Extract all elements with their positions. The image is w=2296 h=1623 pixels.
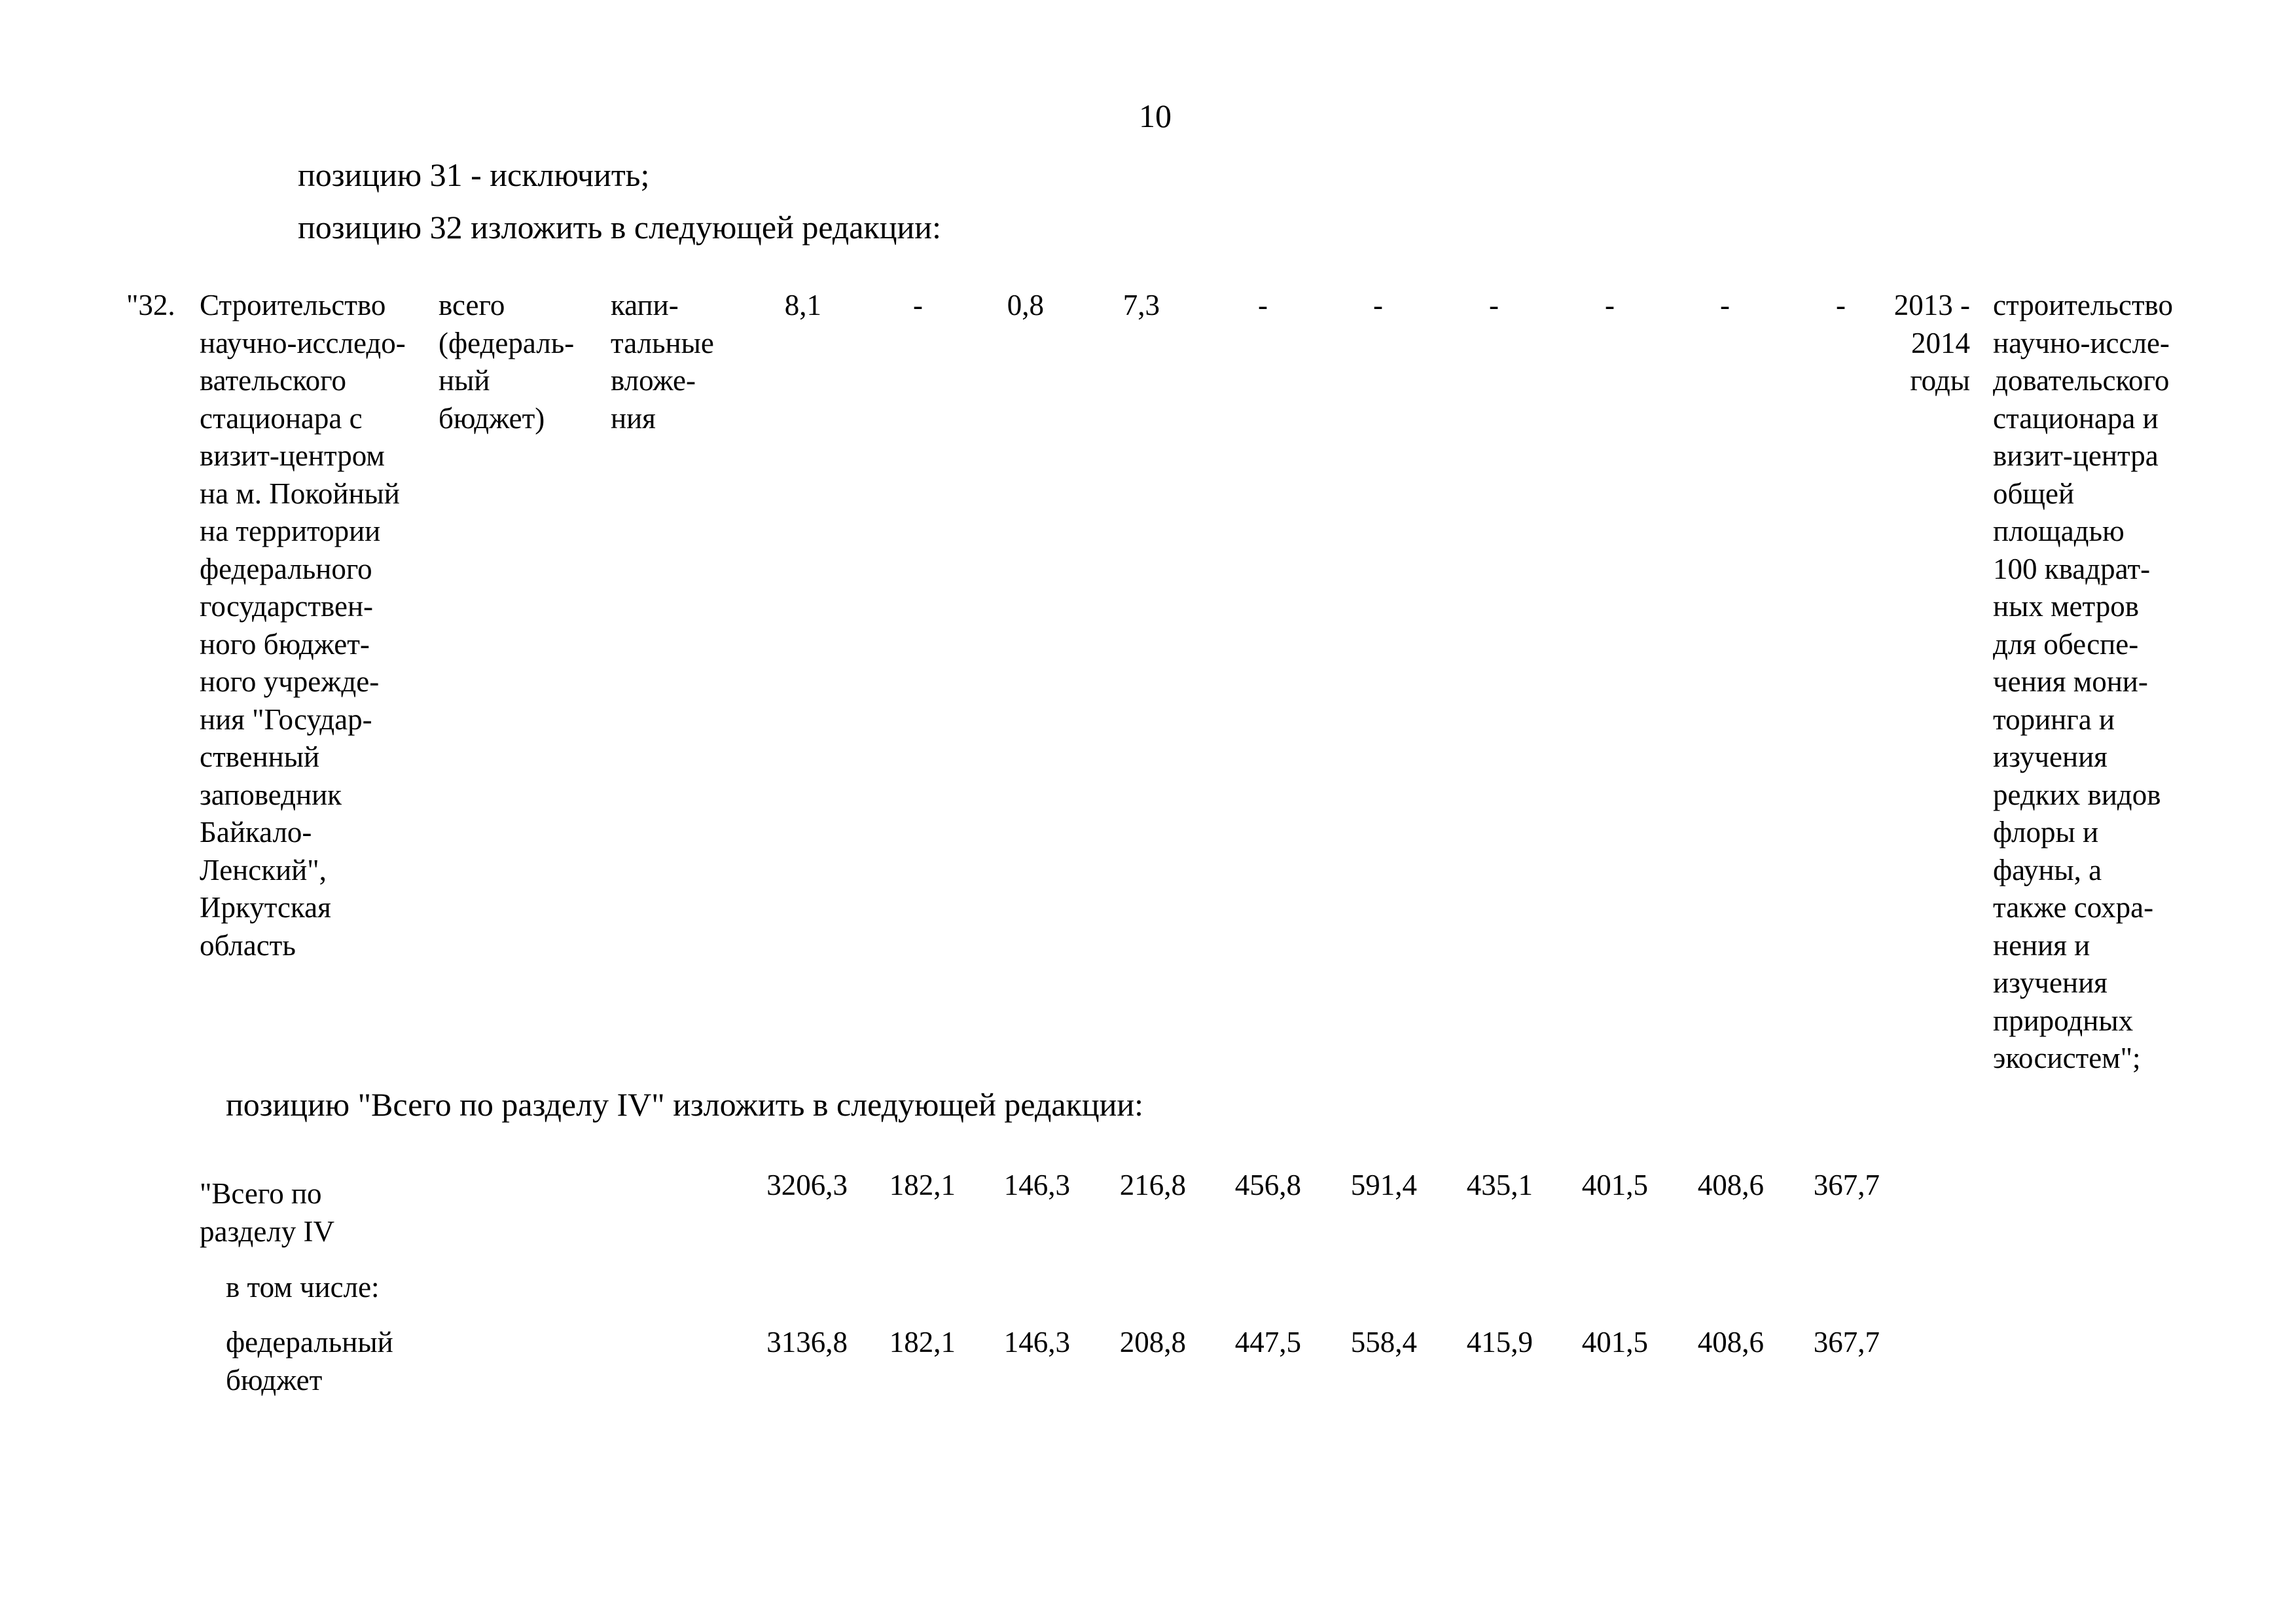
row-32-value: -	[1836, 289, 1846, 321]
row-32-value: -	[1258, 289, 1268, 321]
row-federal-value: 408,6	[1697, 1326, 1764, 1359]
row-total-value: 408,6	[1697, 1169, 1764, 1201]
row-total-value: 3206,3	[766, 1169, 848, 1201]
row-32-value: -	[1489, 289, 1499, 321]
row-federal-value: 3136,8	[766, 1326, 848, 1359]
page-number: 10	[1139, 98, 1172, 134]
row-32-result: строительство научно-иссле- довательского стационара и визит-центра общей площадью 100 квадрат- ных метров для обеспе- чения мони- торинга и изучения редких видов флоры и фауны, а также сохра- нения и изучения природных экосистем";	[1993, 289, 2173, 1074]
row-federal-value: 146,3	[1003, 1326, 1070, 1359]
row-federal-value: 415,9	[1466, 1326, 1533, 1359]
row-32-years: 2013 - 2014 годы	[1893, 289, 1970, 397]
row-federal-value: 447,5	[1234, 1326, 1301, 1359]
row-federal-value: 182,1	[889, 1326, 956, 1359]
row-total-value: 182,1	[889, 1169, 956, 1201]
row-federal-value: 208,8	[1119, 1326, 1186, 1359]
row-32-value: 7,3	[1122, 289, 1160, 321]
row-32-name: Строительство научно-исследо- вательского стационара с визит-центром на м. Покойный на территории федерального государствен- ного бюджет- ного учрежде- ния "Государ- ственный заповедник Байкало- Ленский", Иркутская область	[200, 289, 406, 962]
row-federal-value: 401,5	[1581, 1326, 1648, 1359]
including-label: в том числе:	[226, 1271, 380, 1304]
row-32-number: "32.	[126, 289, 175, 321]
row-32-value: 0,8	[1007, 289, 1044, 321]
row-total-label: "Всего по разделу IV	[200, 1177, 334, 1248]
intro-line-1: позицию 31 - исключить;	[298, 156, 650, 193]
row-total-value: 367,7	[1813, 1169, 1880, 1201]
row-32-value: -	[1720, 289, 1730, 321]
row-federal-label: федеральный бюджет	[226, 1326, 393, 1396]
row-federal-value: 367,7	[1813, 1326, 1880, 1359]
row-federal-value: 558,4	[1350, 1326, 1417, 1359]
intro-total: позицию "Всего по разделу IV" изложить в следующей редакции:	[226, 1086, 1144, 1123]
row-total-value: 216,8	[1119, 1169, 1186, 1201]
row-total-value: 435,1	[1466, 1169, 1533, 1201]
row-32-type: капи- тальные вложе- ния	[611, 289, 714, 435]
row-32-value: -	[1373, 289, 1383, 321]
row-total-value: 591,4	[1350, 1169, 1417, 1201]
row-total-value: 456,8	[1234, 1169, 1301, 1201]
row-32-value: -	[913, 289, 923, 321]
row-32-value: 8,1	[784, 289, 821, 321]
row-32-source: всего (федераль- ный бюджет)	[439, 289, 575, 435]
row-total-value: 146,3	[1003, 1169, 1070, 1201]
row-total-value: 401,5	[1581, 1169, 1648, 1201]
intro-line-2: позицию 32 изложить в следующей редакции:	[298, 209, 941, 246]
row-32-value: -	[1605, 289, 1615, 321]
